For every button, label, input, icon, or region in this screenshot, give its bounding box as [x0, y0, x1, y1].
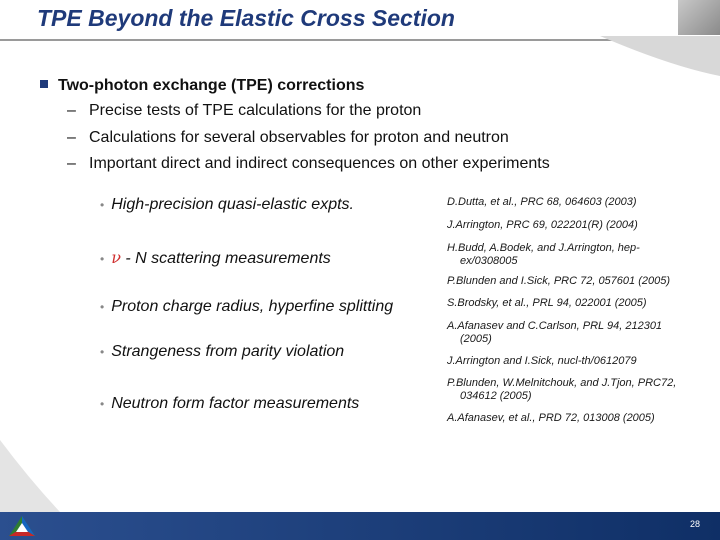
reference-text-continued: (2005) — [460, 333, 492, 345]
reference — [447, 377, 676, 403]
reference — [447, 242, 640, 268]
dot-bullet-icon: • — [100, 198, 105, 212]
reference-text: P.Blunden and I.Sick, PRC 72, 057601 (2005) — [447, 275, 671, 287]
main-bullet — [40, 77, 364, 95]
dot-bullet-icon: • — [100, 300, 105, 314]
square-bullet-icon — [40, 80, 48, 88]
reference-text-continued: 034612 (2005) — [460, 390, 532, 402]
reference — [447, 355, 637, 368]
reference — [447, 219, 638, 232]
dot-bullet-icon: • — [100, 397, 105, 411]
measurement-item-text: Proton charge radius, hyperfine splitting — [111, 298, 394, 315]
measurement-item-text: - N scattering measurements — [120, 250, 331, 267]
reference-text: S.Brodsky, et al., PRL 94, 022001 (2005) — [447, 297, 647, 309]
footer-bar — [0, 512, 720, 540]
lab-logo-icon — [7, 514, 37, 538]
reference — [447, 275, 670, 288]
measurement-item — [100, 395, 359, 413]
measurement-item — [100, 343, 344, 361]
sub-bullet-text: Precise tests of TPE calculations for the proton — [89, 102, 422, 119]
dot-bullet-icon: • — [100, 252, 105, 266]
reference-text: D.Dutta, et al., PRC 68, 064603 (2003) — [447, 196, 637, 208]
reference — [447, 412, 655, 425]
measurement-item-text: High-precision quasi-elastic expts. — [111, 196, 354, 213]
sub-bullet — [67, 129, 509, 147]
dot-bullet-icon: • — [100, 345, 105, 359]
reference-text: A.Afanasev, et al., PRD 72, 013008 (2005) — [447, 412, 655, 424]
main-bullet-text: Two-photon exchange (TPE) corrections — [58, 77, 365, 94]
reference — [447, 297, 647, 310]
reference-text: A.Afanasev and C.Carlson, PRL 94, 212301 — [447, 320, 663, 332]
sub-bullet — [67, 102, 421, 120]
reference-text: J.Arrington, PRC 69, 022201(R) (2004) — [447, 219, 638, 231]
dash-icon: – — [67, 155, 76, 172]
nu-symbol: ν — [111, 248, 121, 267]
sub-bullet-text: Calculations for several observables for proton and neutron — [89, 129, 509, 146]
reference-text: P.Blunden, W.Melnitchouk, and J.Tjon, PRC72, — [447, 377, 677, 389]
reference — [447, 320, 662, 346]
measurement-item-text: Neutron form factor measurements — [111, 395, 360, 412]
measurement-item — [100, 196, 354, 214]
reference — [447, 196, 637, 209]
swoosh-decoration — [0, 440, 60, 515]
measurement-item — [100, 298, 393, 316]
dash-icon: – — [67, 102, 76, 119]
corner-decoration — [678, 0, 720, 35]
sub-bullet-text: Important direct and indirect consequences on other experiments — [89, 155, 550, 172]
dash-icon: – — [67, 129, 76, 146]
reference-text: J.Arrington and I.Sick, nucl-th/0612079 — [447, 355, 637, 367]
sub-bullet — [67, 155, 550, 173]
corner-swoosh-decoration — [600, 36, 720, 76]
measurement-item — [100, 248, 331, 268]
reference-text: H.Budd, A.Bodek, and J.Arrington, hep- — [447, 242, 640, 254]
reference-text-continued: ex/0308005 — [460, 255, 518, 267]
measurement-item-text: Strangeness from parity violation — [111, 343, 345, 360]
page-number: 28 — [689, 519, 700, 529]
slide-title: TPE Beyond the Elastic Cross Section — [37, 5, 455, 31]
